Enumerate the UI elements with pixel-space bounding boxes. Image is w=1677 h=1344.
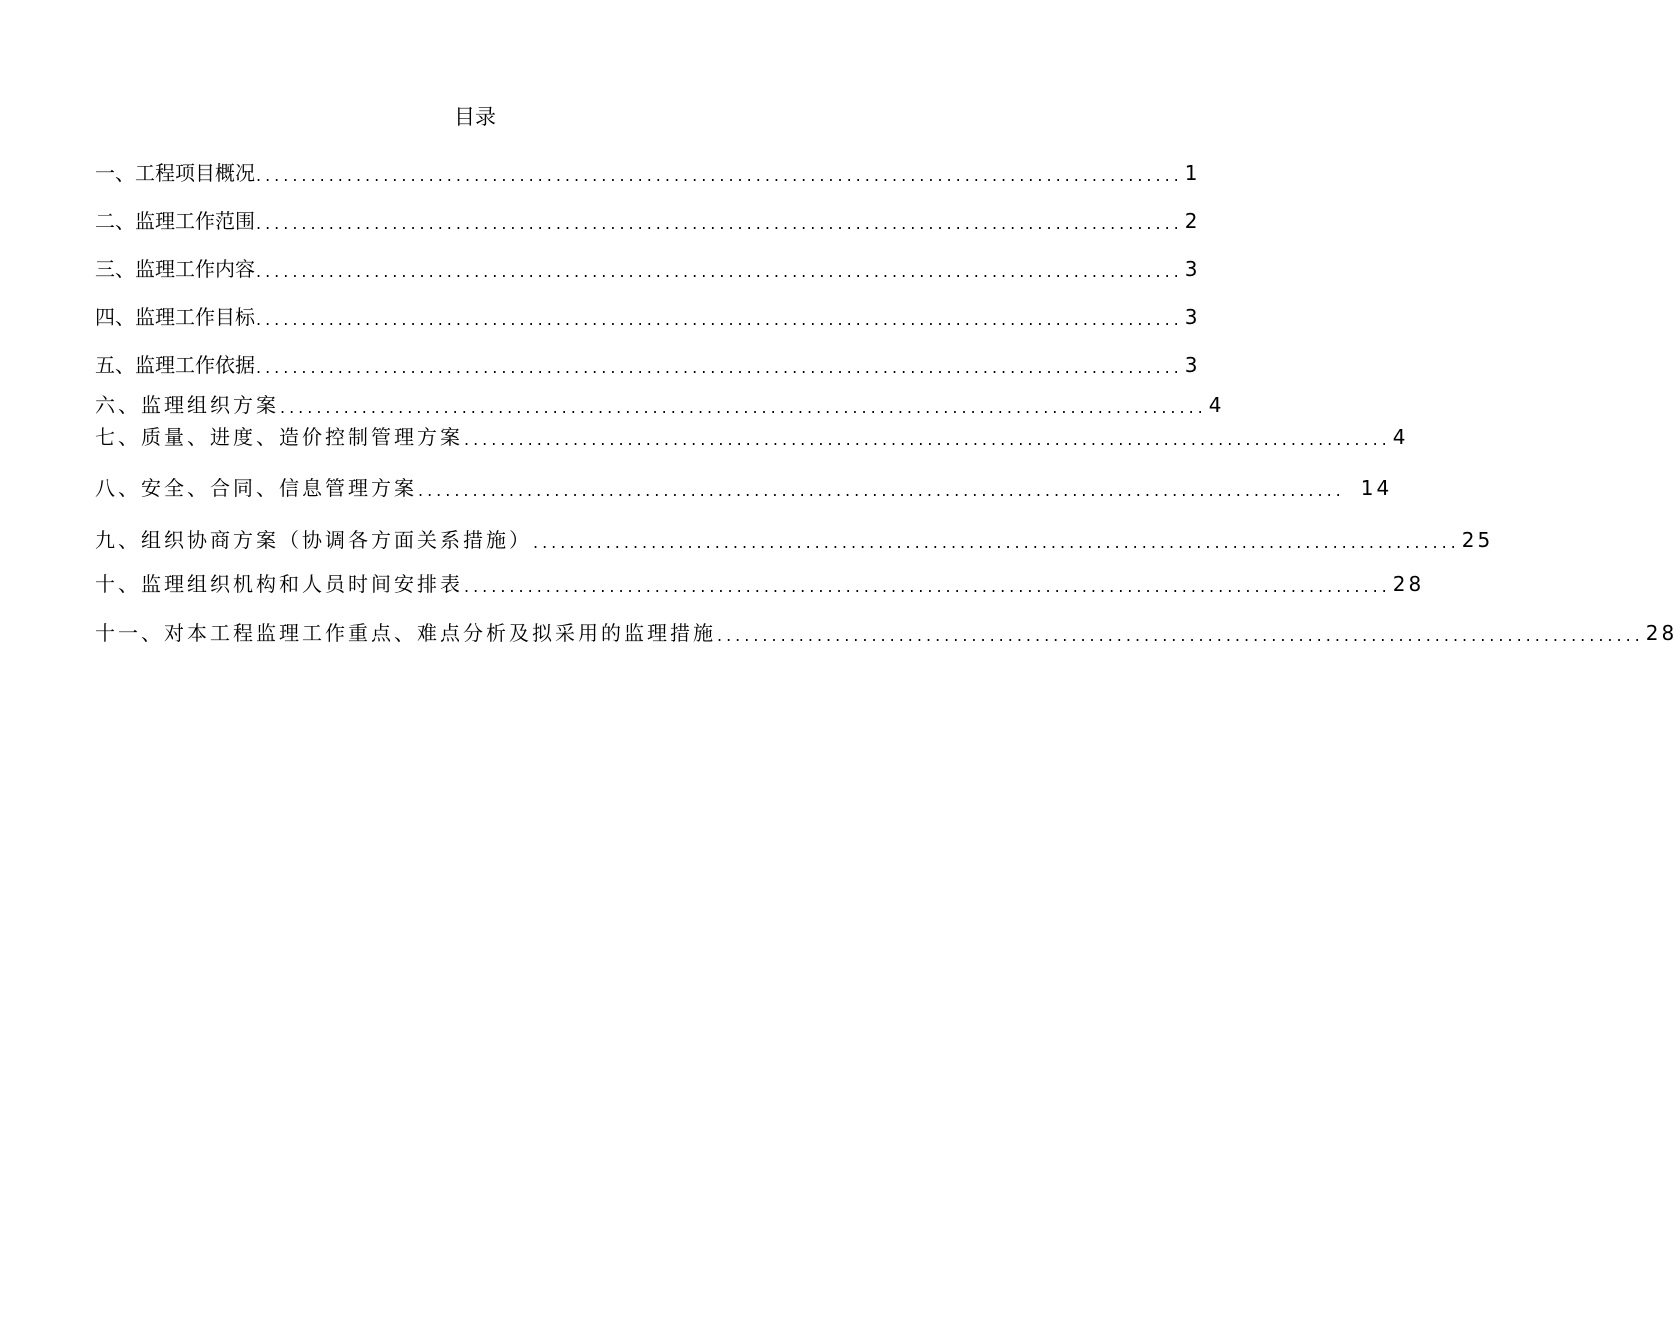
toc-entry-label: 二、监理工作范围 [95,209,255,233]
toc-entry-page: 3 [1184,257,1198,281]
toc-dot-leader: ...................................................................................................... [256,310,1183,329]
toc-entry-label: 十一、对本工程监理工作重点、难点分析及拟采用的监理措施 [95,621,716,645]
toc-dot-leader: ...................................................................................................... [418,481,1345,500]
toc-entry-label: 四、监理工作目标 [95,305,255,329]
toc-entry-page: 2 [1184,209,1198,233]
toc-entry-label: 九、组织协商方案（协调各方面关系措施） [95,528,532,552]
toc-entry-page: 14 [1360,476,1393,500]
toc-dot-leader: ...................................................................................................... [256,166,1183,185]
toc-entry[interactable] [95,569,1425,599]
toc-entry[interactable] [95,350,1198,380]
toc-entry-page: 28 [1392,572,1425,596]
toc-entry[interactable] [95,302,1198,332]
toc-entry[interactable] [95,390,1225,420]
toc-dot-leader: ...................................................................................................... [256,214,1183,233]
toc-entry[interactable] [95,422,1409,452]
toc-entry-page: 3 [1184,305,1198,329]
toc-entry-page: 25 [1461,528,1494,552]
toc-entry-label: 五、监理工作依据 [95,353,255,377]
toc-entry[interactable] [95,206,1198,236]
toc-entry-page: 3 [1184,353,1198,377]
toc-entry-page: 4 [1392,425,1409,449]
toc-entry[interactable] [95,618,1677,648]
toc-entry[interactable] [95,525,1494,555]
toc-entry[interactable] [95,158,1198,188]
toc-entry-label: 一、工程项目概况 [95,161,255,185]
toc-entry-label: 十、监理组织机构和人员时间安排表 [95,572,463,596]
toc-dot-leader: ...................................................................................................... [533,533,1460,552]
toc-entry-label: 六、监理组织方案 [95,393,279,417]
toc-dot-leader: ...................................................................................................... [256,262,1183,281]
toc-entry[interactable] [95,473,1393,503]
toc-entry-label: 七、质量、进度、造价控制管理方案 [95,425,463,449]
toc-dot-leader: ...................................................................................................... [280,398,1207,417]
toc-entry-label: 三、监理工作内容 [95,257,255,281]
toc-dot-leader: ...................................................................................................... [256,358,1183,377]
toc-dot-leader: ...................................................................................................... [464,577,1391,596]
toc-title: 目录 [454,105,496,129]
toc-dot-leader: ...................................................................................................... [464,430,1391,449]
toc-dot-leader: ...................................................................................................... [717,626,1644,645]
toc-entry-label: 八、安全、合同、信息管理方案 [95,476,417,500]
toc-entry-page: 4 [1208,393,1225,417]
toc-entry-page: 1 [1184,161,1198,185]
toc-entry-page: 28 [1645,621,1677,645]
toc-entry[interactable] [95,254,1198,284]
